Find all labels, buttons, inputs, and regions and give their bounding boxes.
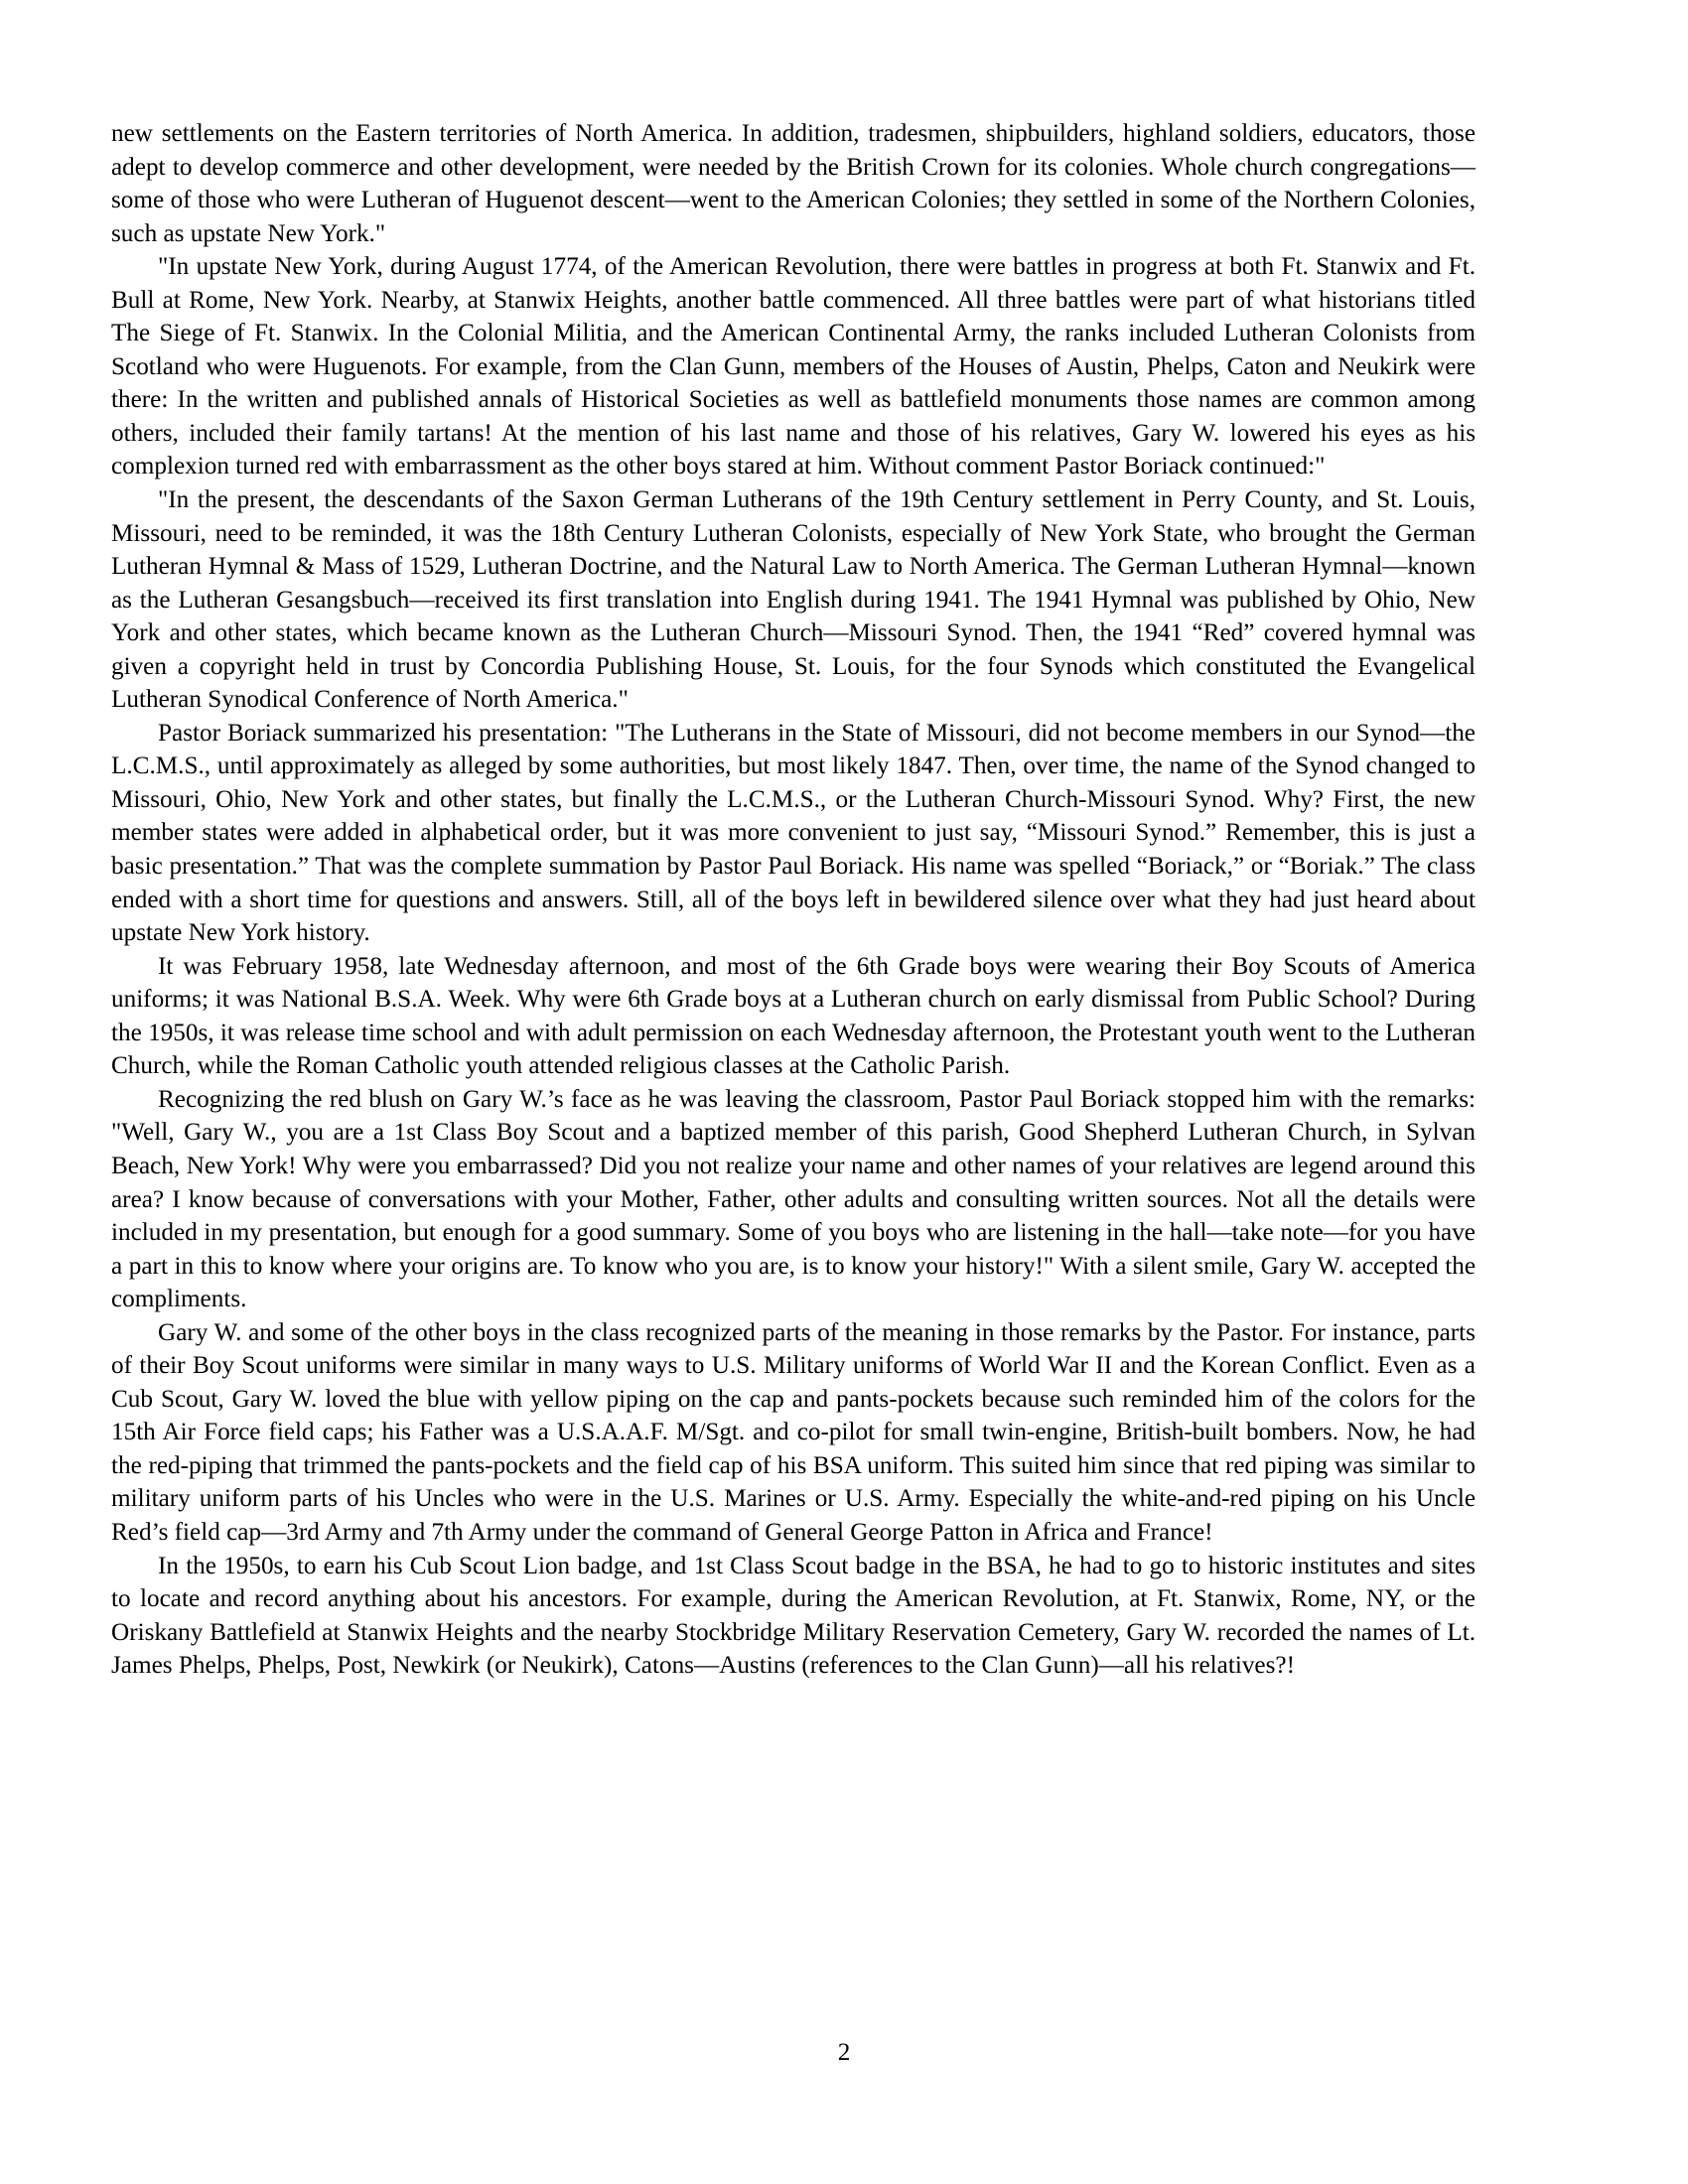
page-number: 2 (837, 2039, 851, 2066)
paragraph-2: "In upstate New York, during August 1774, of the American Revolution, there were battles in progress at both Ft. Stanwix and Ft. Bull at Rome, New York. Nearby, at Stanwix Heights, another battle commenced. All three battles were part of what historians titled The Siege of Ft. Stanwix. In the Colonial Militia, and the American Continental Army, the ranks included Lutheran Colonists from Scotland who were Huguenots. For example, from the Clan Gunn, members of the Houses of Austin, Phelps, Caton and Neukirk were there: In the written and published annals of Historical Societies as well as battlefield monuments those names are common among others, included their family tartans! At the mention of his last name and those of his relatives, Gary W. lowered his eyes as his complexion turned red with embarrassment as the other boys stared at him. Without comment Pastor Boriack continued:" (111, 253, 1476, 480)
paragraph-1: new settlements on the Eastern territories of North America. In addition, tradesmen, shipbuilders, highland soldiers, educators, those adept to develop commerce and other development, were needed by the British Crown for its colonies. Whole church congregations—some of those who were Lutheran of Huguenot descent—went to the American Colonies; they settled in some of the Northern Colonies, such as upstate New York." (111, 120, 1476, 247)
paragraph-7: Gary W. and some of the other boys in the class recognized parts of the meaning in those remarks by the Pastor. For instance, parts of their Boy Scout uniforms were similar in many ways to U.S. Military uniforms of World War II and the Korean Conflict. Even as a Cub Scout, Gary W. loved the blue with yellow piping on the cap and pants-pockets because such reminded him of the colors for the 15th Air Force field caps; his Father was a U.S.A.A.F. M/Sgt. and co-pilot for small twin-engine, British-built bombers. Now, he had the red-piping that trimmed the pants-pockets and the field cap of his BSA uniform. This suited him since that red piping was similar to military uniform parts of his Uncles who were in the U.S. Marines or U.S. Army. Especially the white-and-red piping on his Uncle Red’s field cap—3rd Army and 7th Army under the command of General George Patton in Africa and France! (111, 1318, 1476, 1546)
paragraph-6: Recognizing the red blush on Gary W.’s face as he was leaving the classroom, Pastor Paul Boriack stopped him with the remarks: "Well, Gary W., you are a 1st Class Boy Scout and a baptized member of this parish, Good Shepherd Lutheran Church, in Sylvan Beach, New York! Why were you embarrassed? Did you not realize your name and other names of your relatives are legend around this area? I know because of conversations with your Mother, Father, other adults and consulting written sources. Not all the details were included in my presentation, but enough for a good summary. Some of you boys who are listening in the hall—take note—for you have a part in this to know where your origins are. To know who you are, is to know your history!" With a silent smile, Gary W. accepted the compliments. (111, 1085, 1476, 1313)
body-text-column (111, 117, 1476, 1683)
paragraph-5: It was February 1958, late Wednesday afternoon, and most of the 6th Grade boys were wearing their Boy Scouts of America uniforms; it was National B.S.A. Week. Why were 6th Grade boys at a Lutheran church on early dismissal from Public School? During the 1950s, it was release time school and with adult permission on each Wednesday afternoon, the Protestant youth went to the Lutheran Church, while the Roman Catholic youth attended religious classes at the Catholic Parish. (111, 952, 1476, 1080)
paragraph-3: "In the present, the descendants of the Saxon German Lutherans of the 19th Century settlement in Perry County, and St. Louis, Missouri, need to be reminded, it was the 18th Century Lutheran Colonists, especially of New York State, who brought the German Lutheran Hymnal & Mass of 1529, Lutheran Doctrine, and the Natural Law to North America. The German Lutheran Hymnal—known as the Lutheran Gesangsbuch—received its first translation into English during 1941. The 1941 Hymnal was published by Ohio, New York and other states, which became known as the Lutheran Church—Missouri Synod. Then, the 1941 “Red” covered hymnal was given a copyright held in trust by Concordia Publishing House, St. Louis, for the four Synods which constituted the Evangelical Lutheran Synodical Conference of North America." (111, 486, 1476, 714)
paragraph-4: Pastor Boriack summarized his presentation: "The Lutherans in the State of Missouri, did not become members in our Synod—the L.C.M.S., until approximately as alleged by some authorities, but most likely 1847. Then, over time, the name of the Synod changed to Missouri, Ohio, New York and other states, but finally the L.C.M.S., or the Lutheran Church-Missouri Synod. Why? First, the new member states were added in alphabetical order, but it was more convenient to just say, “Missouri Synod.” Remember, this is just a basic presentation.” That was the complete summation by Pastor Paul Boriack. His name was spelled “Boriack,” or “Boriak.” The class ended with a short time for questions and answers. Still, all of the boys left in bewildered silence over what they had just heard about upstate New York history. (111, 719, 1476, 947)
paragraph-8: In the 1950s, to earn his Cub Scout Lion badge, and 1st Class Scout badge in the BSA, he had to go to historic institutes and sites to locate and record anything about his ancestors. For example, during the American Revolution, at Ft. Stanwix, Rome, NY, or the Oriskany Battlefield at Stanwix Heights and the nearby Stockbridge Military Reservation Cemetery, Gary W. recorded the names of Lt. James Phelps, Phelps, Post, Newkirk (or Neukirk), Catons—Austins (references to the Clan Gunn)—all his relatives?! (111, 1552, 1476, 1680)
